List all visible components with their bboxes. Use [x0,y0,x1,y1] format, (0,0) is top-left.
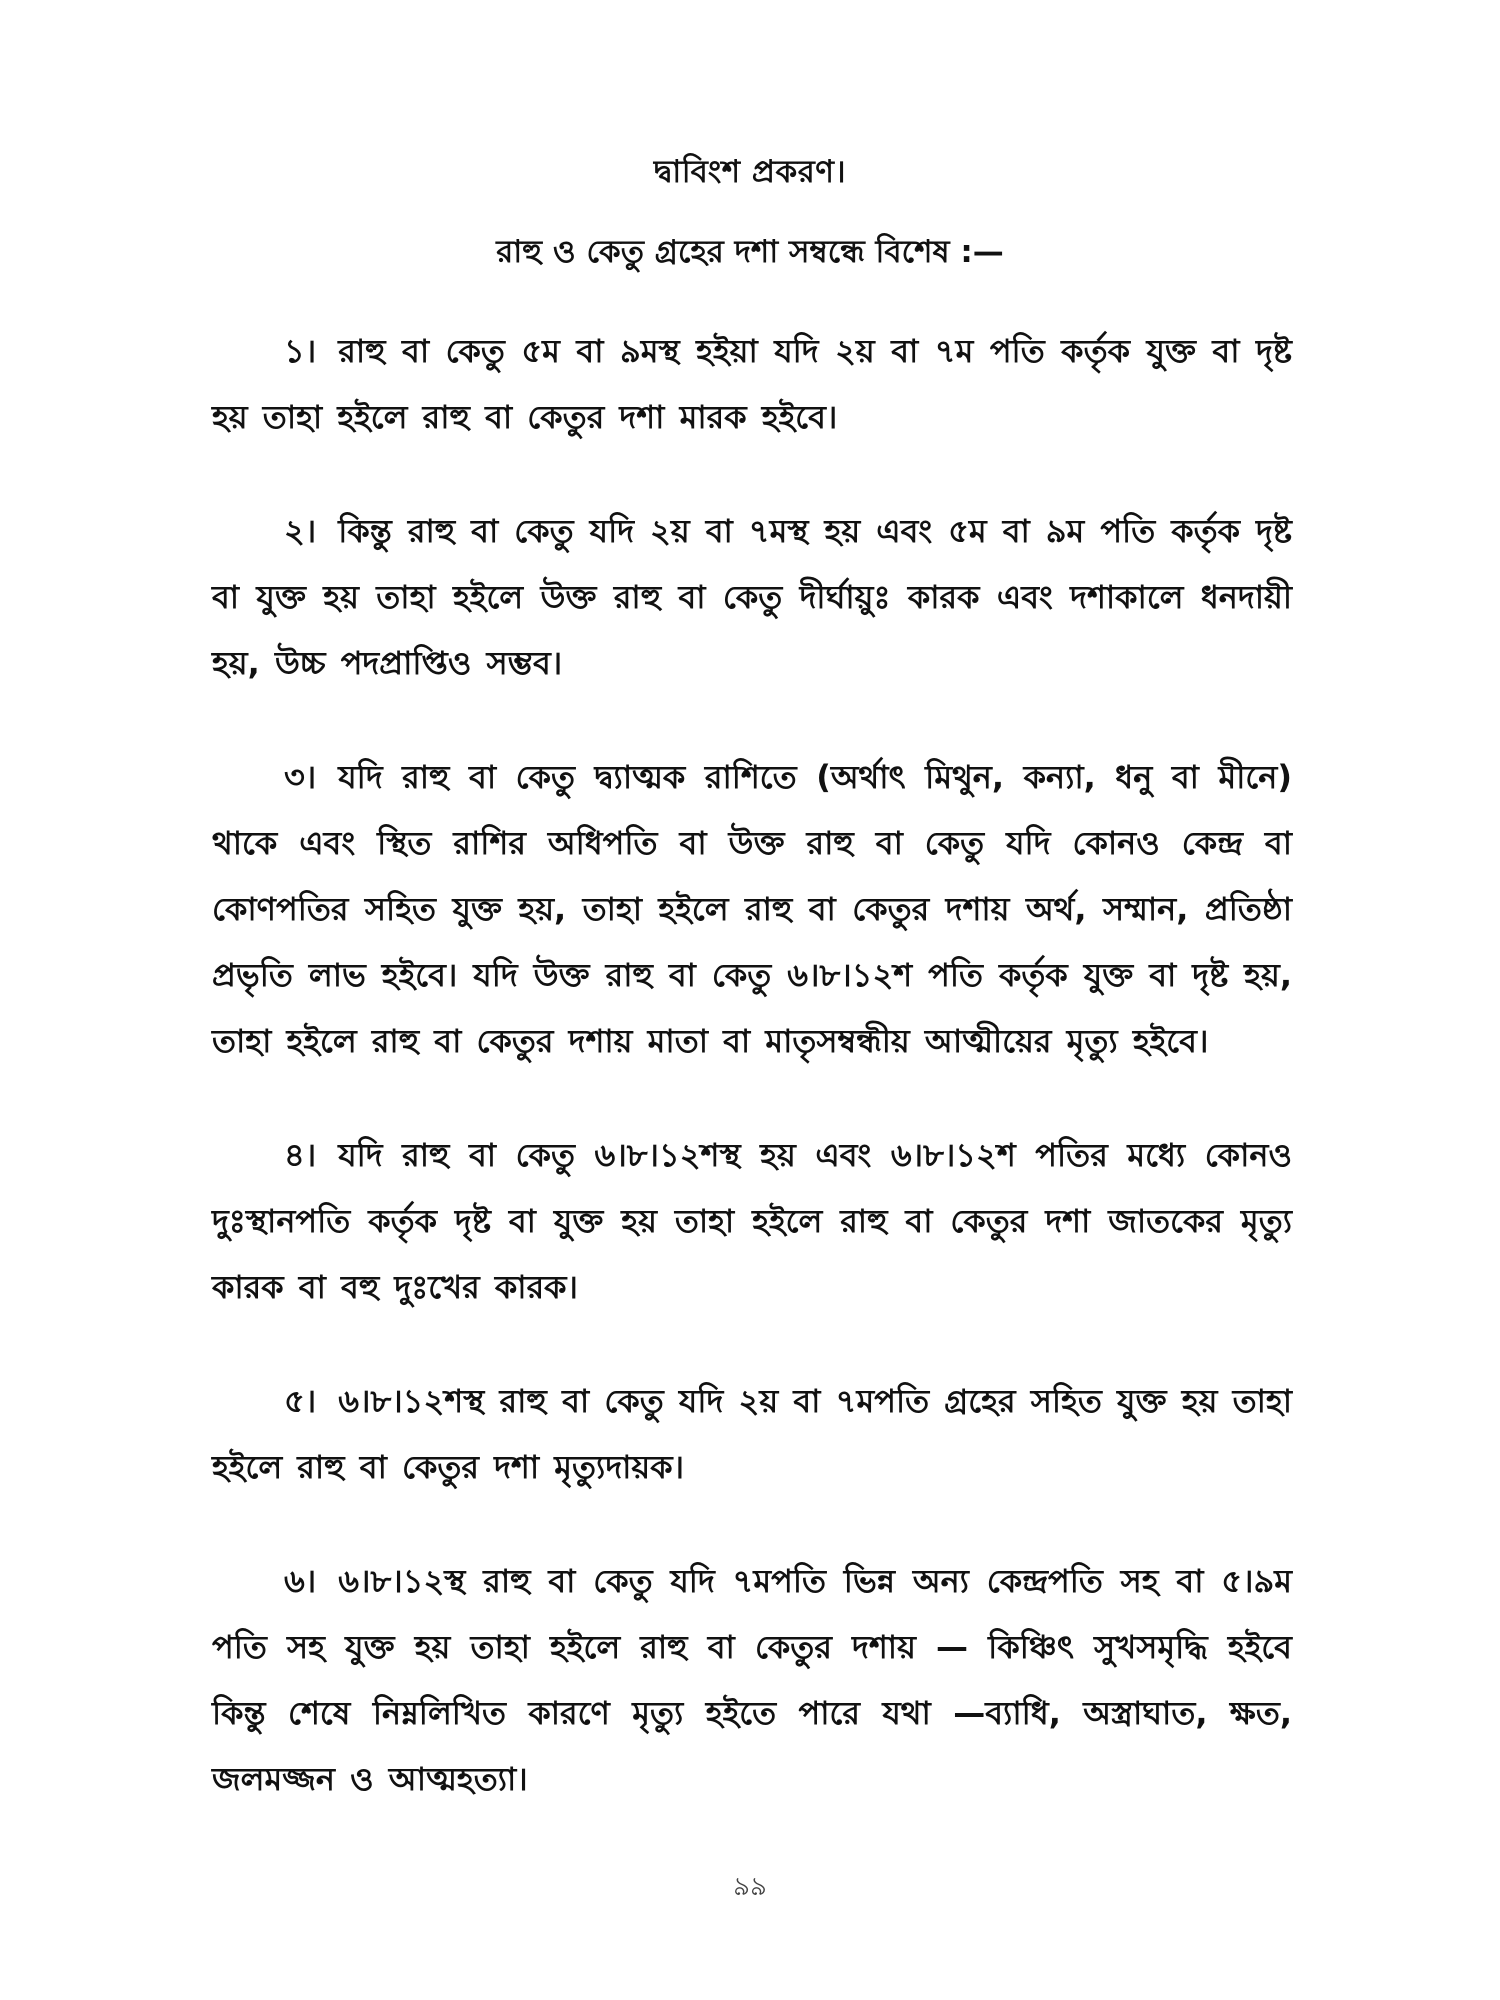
paragraph-number: ৬। [284,1562,317,1600]
paragraph-4 [212,1122,1292,1320]
body-text [212,318,1292,1860]
paragraph-number: ২। [284,512,317,550]
paragraph-text: রাহু বা কেতু ৫ম বা ৯মস্থ হইয়া যদি ২য় বা ৭ম পতি কর্তৃক যুক্ত বা দৃষ্ট হয় তাহা হইলে রাহু বা কেতুর দশা মারক হইবে। [212,332,1292,436]
paragraph-number: ৩। [284,758,317,796]
paragraph-number: ৫। [284,1382,317,1420]
paragraph-text: ৬।৮।১২স্থ রাহু বা কেতু যদি ৭মপতি ভিন্ন অন্য কেন্দ্রপতি সহ বা ৫।৯ম পতি সহ যুক্ত হয় তাহা হইলে রাহু বা কেতুর দশায় — কিঞ্চিৎ সুখসমৃদ্ধি হইবে কিন্তু শেষে নিম্নলিখিত কারণে মৃত্যু হইতে পারে যথা —ব্যাধি, অস্ত্রাঘাত, ক্ষত, জলমজ্জন ও আত্মহত্যা। [212,1562,1292,1798]
paragraph-6 [212,1548,1292,1812]
paragraph-text: কিন্তু রাহু বা কেতু যদি ২য় বা ৭মস্থ হয় এবং ৫ম বা ৯ম পতি কর্তৃক দৃষ্ট বা যুক্ত হয় তাহা হইলে উক্ত রাহু বা কেতু দীর্ঘায়ুঃ কারক এবং দশাকালে ধনদায়ী হয়, উচ্চ পদপ্রাপ্তিও সম্ভব। [212,512,1292,682]
paragraph-3 [212,744,1292,1074]
page-number: ৯৯ [733,1872,767,1902]
paragraph-1 [212,318,1292,450]
paragraph-text: ৬।৮।১২শস্থ রাহু বা কেতু যদি ২য় বা ৭মপতি গ্রহের সহিত যুক্ত হয় তাহা হইলে রাহু বা কেতুর দশা মৃত্যুদায়ক। [212,1382,1292,1486]
paragraph-text: যদি রাহু বা কেতু ৬।৮।১২শস্থ হয় এবং ৬।৮।১২শ পতির মধ্যে কোনও দুঃস্থানপতি কর্তৃক দৃষ্ট বা যুক্ত হয় তাহা হইলে রাহু বা কেতুর দশা জাতকের মৃত্যু কারক বা বহু দুঃখের কারক। [212,1136,1292,1306]
section-heading: রাহু ও কেতু গ্রহের দশা সম্বন্ধে বিশেষ :— [496,234,1004,270]
paragraph-number: ৪। [284,1136,317,1174]
paragraph-text: যদি রাহু বা কেতু দ্ব্যাত্মক রাশিতে (অর্থাৎ মিথুন, কন্যা, ধনু বা মীনে) থাকে এবং স্থিত রাশির অধিপতি বা উক্ত রাহু বা কেতু যদি কোনও কেন্দ্র বা কোণপতির সহিত যুক্ত হয়, তাহা হইলে রাহু বা কেতুর দশায় অর্থ, সম্মান, প্রতিষ্ঠা প্রভৃতি লাভ হইবে। যদি উক্ত রাহু বা কেতু ৬।৮।১২শ পতি কর্তৃক যুক্ত বা দৃষ্ট হয়, তাহা হইলে রাহু বা কেতুর দশায় মাতা বা মাতৃসম্বন্ধীয় আত্মীয়ের মৃত্যু হইবে। [212,758,1292,1060]
paragraph-number: ১। [284,332,317,370]
paragraph-2 [212,498,1292,696]
paragraph-5 [212,1368,1292,1500]
chapter-title: দ্বাবিংশ প্রকরণ। [653,154,847,190]
